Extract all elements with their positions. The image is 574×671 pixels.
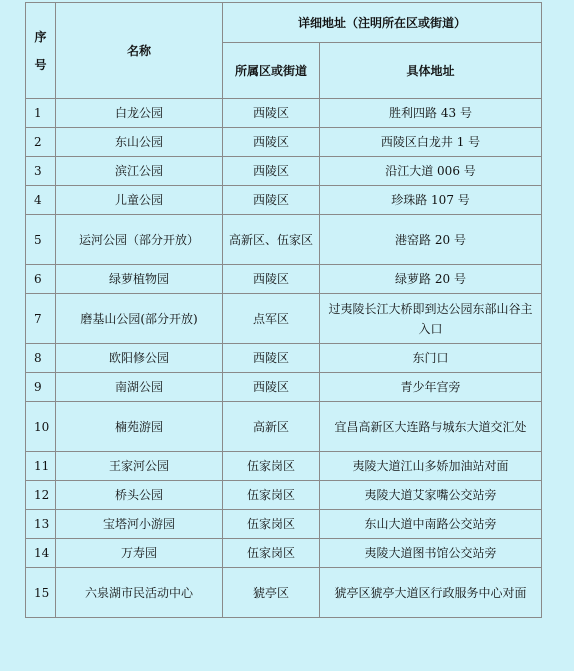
cell-name: 桥头公园 (56, 481, 223, 510)
cell-address: 胜利四路 43 号 (320, 99, 542, 128)
cell-address: 沿江大道 006 号 (320, 157, 542, 186)
cell-name: 六泉湖市民活动中心 (56, 568, 223, 618)
cell-address: 夷陵大道艾家嘴公交站旁 (320, 481, 542, 510)
cell-name: 儿童公园 (56, 186, 223, 215)
cell-address: 过夷陵长江大桥即到达公园东部山谷主入口 (320, 294, 542, 344)
cell-seq: 15 (26, 568, 56, 618)
cell-seq: 2 (26, 128, 56, 157)
header-detail: 具体地址 (320, 43, 542, 99)
cell-seq: 1 (26, 99, 56, 128)
table-row (26, 294, 542, 344)
table-row (26, 186, 542, 215)
cell-district: 西陵区 (223, 265, 320, 294)
cell-district: 高新区 (223, 402, 320, 452)
table-row (26, 510, 542, 539)
cell-address: 东门口 (320, 344, 542, 373)
cell-address: 港窑路 20 号 (320, 215, 542, 265)
cell-name: 东山公园 (56, 128, 223, 157)
cell-district: 西陵区 (223, 344, 320, 373)
cell-name: 宝塔河小游园 (56, 510, 223, 539)
cell-district: 西陵区 (223, 128, 320, 157)
cell-name: 王家河公园 (56, 452, 223, 481)
table-row (26, 402, 542, 452)
table-row (26, 265, 542, 294)
cell-seq: 9 (26, 373, 56, 402)
cell-address: 青少年宫旁 (320, 373, 542, 402)
cell-address: 宜昌高新区大连路与城东大道交汇处 (320, 402, 542, 452)
cell-name: 南湖公园 (56, 373, 223, 402)
cell-seq: 11 (26, 452, 56, 481)
table-row (26, 568, 542, 618)
cell-district: 伍家岗区 (223, 452, 320, 481)
cell-name: 白龙公园 (56, 99, 223, 128)
cell-seq: 3 (26, 157, 56, 186)
cell-name: 运河公园（部分开放） (56, 215, 223, 265)
cell-name: 万寿园 (56, 539, 223, 568)
cell-seq: 12 (26, 481, 56, 510)
cell-seq: 4 (26, 186, 56, 215)
table-row (26, 128, 542, 157)
cell-district: 西陵区 (223, 186, 320, 215)
cell-name: 楠苑游园 (56, 402, 223, 452)
cell-district: 西陵区 (223, 373, 320, 402)
cell-seq: 7 (26, 294, 56, 344)
cell-address: 西陵区白龙井 1 号 (320, 128, 542, 157)
cell-district: 伍家岗区 (223, 539, 320, 568)
table-row (26, 99, 542, 128)
cell-seq: 8 (26, 344, 56, 373)
cell-seq: 10 (26, 402, 56, 452)
cell-name: 欧阳修公园 (56, 344, 223, 373)
cell-district: 西陵区 (223, 99, 320, 128)
header-address: 详细地址（注明所在区或街道） (223, 3, 542, 43)
cell-seq: 5 (26, 215, 56, 265)
cell-seq: 13 (26, 510, 56, 539)
table-row (26, 373, 542, 402)
cell-address: 夷陵大道图书馆公交站旁 (320, 539, 542, 568)
header-seq: 序号 (26, 3, 56, 99)
cell-name: 滨江公园 (56, 157, 223, 186)
table-row (26, 452, 542, 481)
cell-address: 珍珠路 107 号 (320, 186, 542, 215)
cell-district: 点军区 (223, 294, 320, 344)
cell-address: 猇亭区猇亭大道区行政服务中心对面 (320, 568, 542, 618)
table-row (26, 539, 542, 568)
cell-address: 绿萝路 20 号 (320, 265, 542, 294)
cell-seq: 6 (26, 265, 56, 294)
parks-table (25, 2, 542, 618)
table-row (26, 157, 542, 186)
cell-address: 东山大道中南路公交站旁 (320, 510, 542, 539)
table-row (26, 215, 542, 265)
cell-name: 绿萝植物园 (56, 265, 223, 294)
cell-name: 磨基山公园(部分开放) (56, 294, 223, 344)
cell-district: 猇亭区 (223, 568, 320, 618)
cell-district: 高新区、伍家区 (223, 215, 320, 265)
cell-district: 西陵区 (223, 157, 320, 186)
cell-seq: 14 (26, 539, 56, 568)
table-row (26, 481, 542, 510)
header-name: 名称 (56, 3, 223, 99)
table-body (26, 99, 542, 618)
cell-address: 夷陵大道江山多娇加油站对面 (320, 452, 542, 481)
table-row (26, 344, 542, 373)
header-district: 所属区或街道 (223, 43, 320, 99)
cell-district: 伍家岗区 (223, 481, 320, 510)
cell-district: 伍家岗区 (223, 510, 320, 539)
